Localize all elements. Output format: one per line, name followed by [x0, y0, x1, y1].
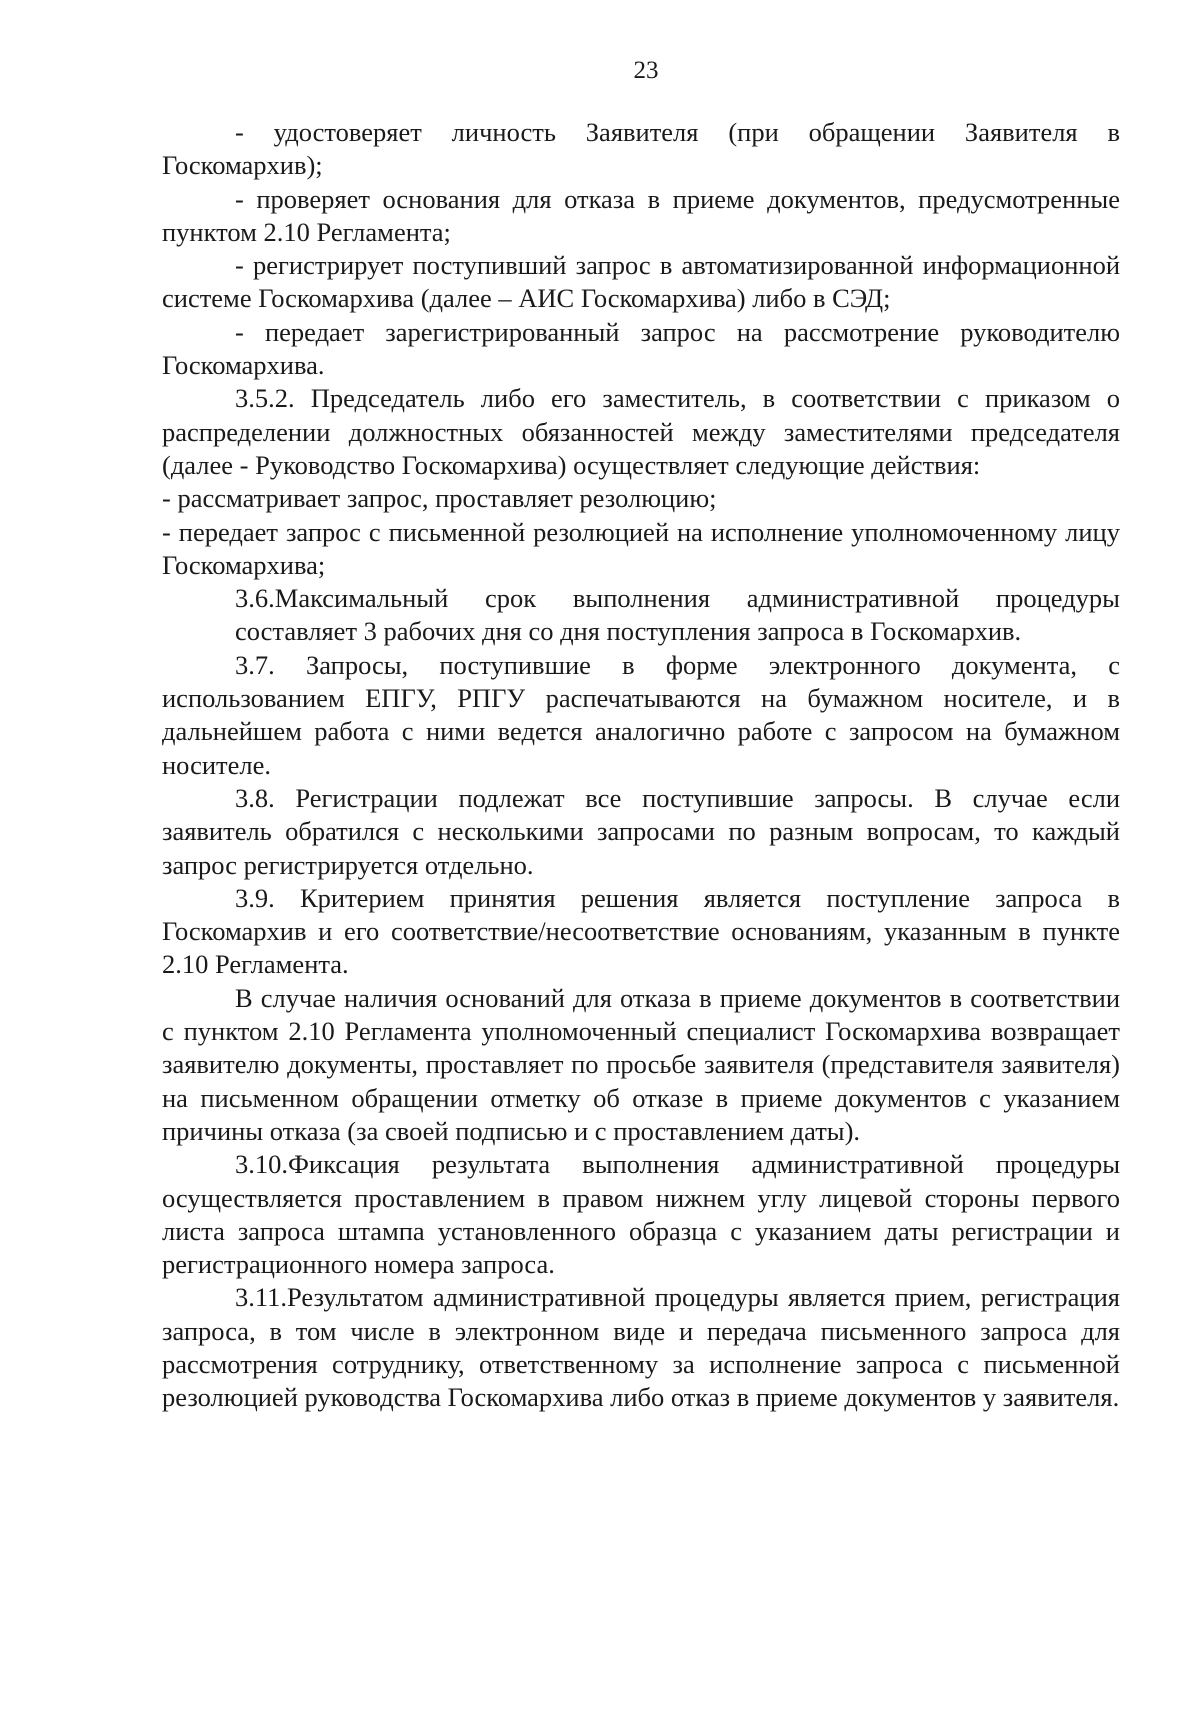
- paragraph: 3.9. Критерием принятия решения является поступление запроса в Госкомархив и его соответствие/несоответствие основаниям, указанным в пункте 2.10 Регламента.: [162, 882, 1120, 980]
- paragraph: - рассматривает запрос, проставляет резолюцию;: [162, 483, 717, 514]
- paragraph: - передает зарегистрированный запрос на рассмотрение руководителю Госкомархива.: [162, 316, 1120, 381]
- paragraph: - передает запрос с письменной резолюцией на исполнение уполномоченному лицу Госкомархива;: [162, 516, 1120, 580]
- paragraph: 3.6.Максимальный срок выполнения административной процедуры составляет 3 рабочих дня со дня поступления запроса в Госкомархив.: [235, 583, 1120, 647]
- document-body: [162, 116, 1120, 1415]
- page-number: 23: [633, 57, 659, 84]
- paragraph: - регистрирует поступивший запрос в автоматизированной информационной системе Госкомархива (далее – АИС Госкомархива) либо в СЭД;: [162, 250, 1120, 314]
- paragraph: 3.5.2. Председатель либо его заместитель, в соответствии с приказом о распределении должностных обязанностей между заместителями председателя (далее - Руководство Госкомархива) осуществляет следующие действия:: [162, 383, 1120, 480]
- paragraph: - удостоверяет личность Заявителя (при обращении Заявителя в Госкомархив);: [162, 117, 1120, 181]
- paragraph: 3.8. Регистрации подлежат все поступившие запросы. В случае если заявитель обратился с несколькими запросами по разным вопросам, то каждый запрос регистрируется отдельно.: [162, 782, 1120, 880]
- paragraph: В случае наличия оснований для отказа в приеме документов в соответствии с пунктом 2.10 Регламента уполномоченный специалист Госкомархива возвращает заявителю документы, проставляет по просьбе заявителя (представителя заявителя) на письменном обращении отметку об отказе в приеме документов с указанием причины отказа (за своей подписью и с проставлением даты).: [162, 982, 1120, 1146]
- paragraph: 3.7. Запросы, поступившие в форме электронного документа, с использованием ЕПГУ, РПГУ распечатываются на бумажном носителе, и в дальнейшем работа с ними ведется аналогично работе с запросом на бумажном носителе.: [162, 649, 1120, 780]
- paragraph: - проверяет основания для отказа в приеме документов, предусмотренные пунктом 2.10 Регламента;: [162, 183, 1120, 247]
- paragraph: 3.10.Фиксация результата выполнения административной процедуры осуществляется проставлением в правом нижнем углу лицевой стороны первого листа запроса штампа установленного образца с указанием даты регистрации и регистрационного номера запроса.: [162, 1149, 1120, 1280]
- paragraph: 3.11.Результатом административной процедуры является прием, регистрация запроса, в том числе в электронном виде и передача письменного запроса для рассмотрения сотруднику, ответственному за исполнение запроса с письменной резолюцией руководства Госкомархива либо отказ в приеме документов у заявителя.: [162, 1282, 1120, 1413]
